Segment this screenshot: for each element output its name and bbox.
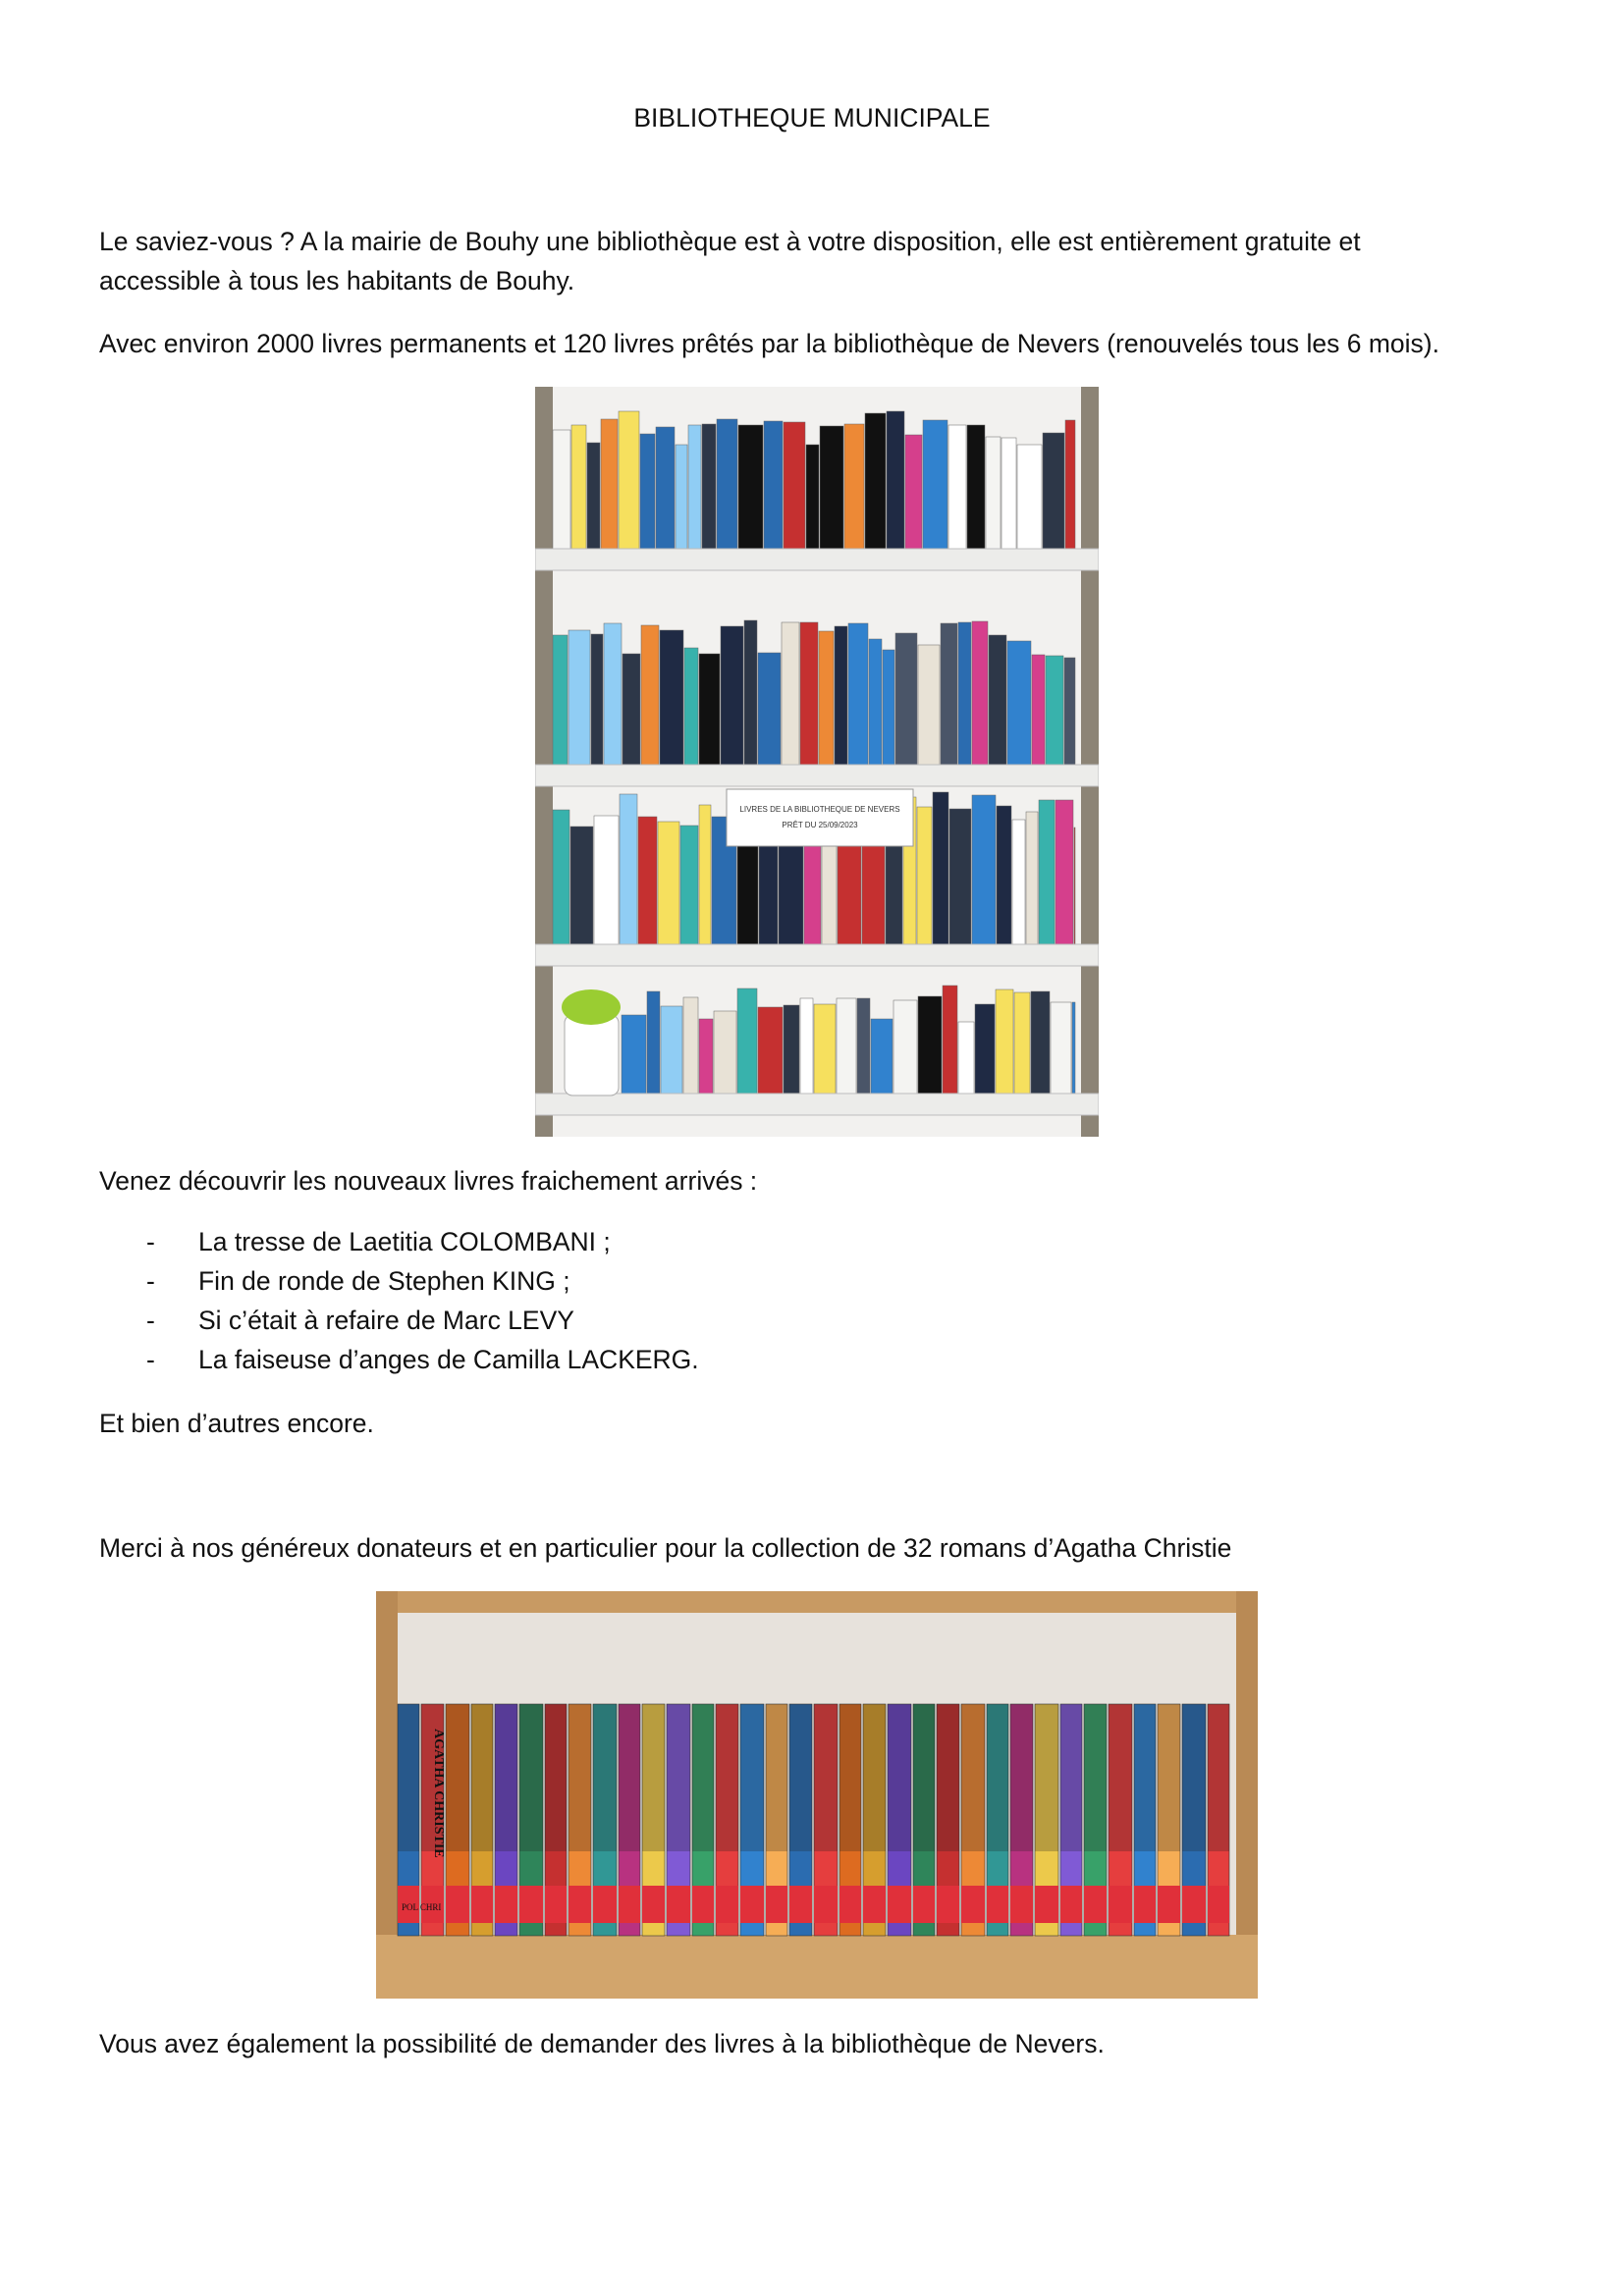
list-bullet: - bbox=[146, 1345, 155, 1374]
collection-illustration bbox=[376, 1591, 1258, 1999]
spine-author-text: AGATHA CHRISTIE bbox=[431, 1729, 446, 1858]
book-spine bbox=[661, 1006, 682, 1094]
book-spine bbox=[604, 623, 622, 765]
book-spine bbox=[1046, 656, 1063, 765]
book-spine bbox=[699, 654, 720, 765]
book-spine bbox=[688, 425, 701, 549]
book-spine-band bbox=[839, 1704, 861, 1851]
book-spine bbox=[680, 826, 698, 944]
book-spine-band bbox=[1182, 1704, 1206, 1851]
book-spine bbox=[1012, 820, 1025, 944]
shelf-board bbox=[535, 1094, 1099, 1115]
book-spine-band bbox=[789, 1704, 812, 1851]
book-spine-band bbox=[692, 1704, 714, 1851]
book-spine bbox=[806, 445, 819, 549]
book-spine bbox=[857, 998, 870, 1094]
book-spine bbox=[1043, 433, 1064, 549]
book-spine bbox=[764, 421, 783, 549]
list-bullet: - bbox=[146, 1266, 155, 1296]
book-spine bbox=[553, 810, 569, 944]
book-spine-label bbox=[495, 1886, 517, 1923]
book-spine-band bbox=[740, 1704, 764, 1851]
shelf-frame-left bbox=[535, 387, 553, 1137]
book-spine bbox=[1039, 800, 1055, 944]
book-spine-band bbox=[1109, 1704, 1132, 1851]
book-spine-band bbox=[398, 1704, 419, 1851]
book-spine bbox=[714, 1011, 736, 1094]
book-spine bbox=[871, 1019, 893, 1094]
book-spine bbox=[848, 623, 868, 765]
list-item-text: Si c’était à refaire de Marc LEVY bbox=[198, 1306, 574, 1335]
shelf-bottom-board bbox=[376, 1935, 1258, 1999]
list-bullet: - bbox=[146, 1306, 155, 1335]
book-spine-label bbox=[619, 1886, 640, 1923]
book-spine-band bbox=[716, 1704, 738, 1851]
book-spine bbox=[594, 816, 619, 944]
plant bbox=[562, 989, 621, 1025]
intro-paragraph-line-2: accessible à tous les habitants de Bouhy. bbox=[99, 266, 575, 295]
agatha-christie-collection-photo bbox=[376, 1591, 1258, 1999]
book-spine-label bbox=[1134, 1886, 1156, 1923]
book-spine bbox=[684, 648, 698, 765]
list-item-text: Fin de ronde de Stephen KING ; bbox=[198, 1266, 570, 1296]
book-spine bbox=[641, 625, 659, 765]
bookshelf-photo bbox=[535, 387, 1099, 1137]
library-sign bbox=[727, 789, 913, 846]
book-spine-label bbox=[1208, 1886, 1229, 1923]
book-spine-band bbox=[519, 1704, 543, 1851]
book-spine-band bbox=[642, 1704, 665, 1851]
book-spine-label bbox=[961, 1886, 985, 1923]
book-spine-band bbox=[667, 1704, 690, 1851]
book-spine bbox=[622, 1015, 646, 1094]
spine-tag-text: POL CHRI bbox=[402, 1902, 442, 1912]
book-spine bbox=[986, 437, 1001, 549]
book-spine bbox=[893, 1000, 917, 1094]
book-spine-band bbox=[1134, 1704, 1156, 1851]
book-spine-band bbox=[937, 1704, 959, 1851]
book-spine bbox=[638, 817, 657, 944]
book-spine bbox=[837, 998, 856, 1094]
book-spine-label bbox=[1109, 1886, 1132, 1923]
page-title: BIBLIOTHEQUE MUNICIPALE bbox=[633, 103, 991, 133]
stock-paragraph: Avec environ 2000 livres permanents et 120 livres prêtés par la bibliothèque de Nevers (renouvelés tous les 6 mois). bbox=[99, 329, 1439, 358]
book-spine bbox=[800, 998, 813, 1094]
book-spine bbox=[553, 430, 570, 549]
book-spine bbox=[721, 626, 743, 765]
book-spine bbox=[996, 989, 1013, 1094]
book-spine-band bbox=[1084, 1704, 1107, 1851]
book-spine bbox=[553, 635, 568, 765]
book-spine-band bbox=[495, 1704, 517, 1851]
book-spine bbox=[1072, 1002, 1075, 1094]
vase bbox=[565, 1015, 619, 1095]
book-spine bbox=[972, 795, 996, 944]
list-item-text: La faiseuse d’anges de Camilla LACKERG. bbox=[198, 1345, 699, 1374]
book-spine-band bbox=[1060, 1704, 1082, 1851]
book-spine bbox=[568, 630, 590, 765]
book-spine bbox=[948, 425, 966, 549]
book-spine-band bbox=[766, 1704, 787, 1851]
book-spine bbox=[887, 411, 904, 549]
book-spine-band bbox=[593, 1704, 617, 1851]
book-spine-label bbox=[1035, 1886, 1058, 1923]
book-spine bbox=[918, 996, 942, 1094]
book-spine bbox=[683, 997, 698, 1094]
shelf-top-board bbox=[376, 1591, 1258, 1613]
book-spine bbox=[656, 427, 675, 549]
book-spine bbox=[905, 435, 922, 549]
book-spine-band bbox=[913, 1704, 935, 1851]
book-spine-band bbox=[1208, 1704, 1229, 1851]
book-spine-label bbox=[716, 1886, 738, 1923]
book-spine bbox=[702, 424, 716, 549]
book-spine bbox=[1065, 420, 1075, 549]
book-spine bbox=[758, 653, 781, 765]
book-spine-label bbox=[839, 1886, 861, 1923]
shelf-frame-right bbox=[1081, 387, 1099, 1137]
book-spine bbox=[571, 425, 586, 549]
book-spine bbox=[917, 807, 932, 944]
book-spine bbox=[1032, 655, 1045, 765]
book-spine-label bbox=[888, 1886, 911, 1923]
book-spine bbox=[967, 425, 985, 549]
book-spine-label bbox=[937, 1886, 959, 1923]
book-spine-label bbox=[1060, 1886, 1082, 1923]
book-spine-band bbox=[863, 1704, 886, 1851]
book-spine bbox=[1017, 445, 1042, 549]
book-spine-band bbox=[545, 1704, 567, 1851]
book-spine bbox=[619, 411, 639, 549]
request-paragraph: Vous avez également la possibilité de demander des livres à la bibliothèque de Nevers. bbox=[99, 2029, 1105, 2058]
book-spine bbox=[1007, 641, 1031, 765]
book-spine-label bbox=[692, 1886, 714, 1923]
book-spine bbox=[658, 822, 679, 944]
book-spine bbox=[958, 622, 971, 765]
book-spine-label bbox=[519, 1886, 543, 1923]
book-spine-band bbox=[619, 1704, 640, 1851]
new-books-heading: Venez découvrir les nouveaux livres fraichement arrivés : bbox=[99, 1166, 758, 1196]
book-spine bbox=[1001, 438, 1016, 549]
book-spine bbox=[958, 1022, 974, 1094]
book-spine-label bbox=[593, 1886, 617, 1923]
book-spine bbox=[1014, 992, 1030, 1094]
intro-paragraph-line-1: Le saviez-vous ? A la mairie de Bouhy une bibliothèque est à votre disposition, elle est entièrement gratuite et bbox=[99, 227, 1361, 256]
list-bullet: - bbox=[146, 1227, 155, 1256]
bookshelf-illustration bbox=[535, 387, 1099, 1137]
book-spine bbox=[647, 991, 660, 1094]
book-spine-label bbox=[1158, 1886, 1180, 1923]
book-spine-band bbox=[568, 1704, 591, 1851]
book-spine-band bbox=[1035, 1704, 1058, 1851]
book-spine bbox=[997, 806, 1011, 944]
book-spine bbox=[1064, 658, 1075, 765]
book-spine-label bbox=[568, 1886, 591, 1923]
book-spine bbox=[941, 623, 957, 765]
book-spine-band bbox=[814, 1704, 838, 1851]
book-spine bbox=[1026, 812, 1038, 944]
book-spine bbox=[865, 413, 886, 549]
book-spine-label bbox=[766, 1886, 787, 1923]
book-spine bbox=[943, 986, 957, 1094]
book-spine-label bbox=[545, 1886, 567, 1923]
book-spine bbox=[782, 622, 799, 765]
book-spine bbox=[784, 422, 805, 549]
book-spine-band bbox=[446, 1704, 469, 1851]
book-spine bbox=[1031, 991, 1050, 1094]
book-spine bbox=[820, 426, 843, 549]
book-spine bbox=[1074, 828, 1075, 944]
shelf-board bbox=[535, 944, 1099, 966]
book-spine-label bbox=[987, 1886, 1008, 1923]
book-spine-band bbox=[1158, 1704, 1180, 1851]
book-spine bbox=[737, 988, 757, 1094]
book-spine bbox=[975, 1004, 995, 1094]
library-sign-text-1: LIVRES DE LA BIBLIOTHEQUE DE NEVERS bbox=[739, 805, 900, 814]
book-spine-label bbox=[1010, 1886, 1033, 1923]
book-spine-label bbox=[913, 1886, 935, 1923]
book-spine-band bbox=[1010, 1704, 1033, 1851]
book-spine bbox=[758, 1007, 783, 1094]
book-spine bbox=[699, 805, 711, 944]
book-spine bbox=[620, 794, 637, 944]
book-spine bbox=[918, 645, 940, 765]
library-sign-text-2: PRÊT DU 25/09/2023 bbox=[782, 821, 858, 829]
book-spine bbox=[587, 443, 600, 549]
book-spine bbox=[676, 445, 687, 549]
shelf-board bbox=[535, 549, 1099, 570]
book-spine bbox=[800, 622, 818, 765]
book-spine-band bbox=[987, 1704, 1008, 1851]
list-item-text: La tresse de Laetitia COLOMBANI ; bbox=[198, 1227, 611, 1256]
others-paragraph: Et bien d’autres encore. bbox=[99, 1409, 374, 1438]
book-spine bbox=[949, 809, 971, 944]
book-spine bbox=[738, 425, 763, 549]
thanks-paragraph: Merci à nos généreux donateurs et en particulier pour la collection de 32 romans d’Agatha Christie bbox=[99, 1533, 1232, 1563]
book-spine bbox=[699, 1019, 713, 1094]
book-spine bbox=[844, 424, 864, 549]
book-spine-label bbox=[1084, 1886, 1107, 1923]
book-spine-label bbox=[740, 1886, 764, 1923]
shelf-board bbox=[535, 765, 1099, 786]
book-spine bbox=[640, 434, 655, 549]
book-spine-label bbox=[446, 1886, 469, 1923]
book-spine bbox=[591, 634, 603, 765]
book-spine bbox=[1056, 800, 1073, 944]
book-spine bbox=[660, 630, 683, 765]
book-spine bbox=[814, 1004, 836, 1094]
book-spine-band bbox=[961, 1704, 985, 1851]
book-spine bbox=[601, 419, 618, 549]
book-spine bbox=[623, 654, 640, 765]
book-spine-label bbox=[789, 1886, 812, 1923]
book-spine bbox=[933, 792, 948, 944]
book-spine-band bbox=[471, 1704, 493, 1851]
book-spine-label bbox=[863, 1886, 886, 1923]
book-spine bbox=[1051, 1002, 1071, 1094]
book-spine bbox=[972, 621, 988, 765]
book-spine bbox=[835, 626, 847, 765]
book-spine bbox=[989, 635, 1006, 765]
book-spine-label bbox=[642, 1886, 665, 1923]
book-spine bbox=[784, 1005, 799, 1094]
book-spine bbox=[744, 620, 757, 765]
book-spine bbox=[895, 633, 917, 765]
book-spine-band bbox=[888, 1704, 911, 1851]
book-spine-label bbox=[814, 1886, 838, 1923]
book-spine-label bbox=[1182, 1886, 1206, 1923]
book-spine bbox=[869, 639, 882, 765]
book-spine bbox=[717, 419, 737, 549]
book-spine bbox=[570, 827, 593, 944]
book-spine bbox=[923, 420, 947, 549]
book-spine bbox=[883, 650, 894, 765]
book-spine-label bbox=[471, 1886, 493, 1923]
book-spine bbox=[819, 631, 834, 765]
book-spine-label bbox=[667, 1886, 690, 1923]
